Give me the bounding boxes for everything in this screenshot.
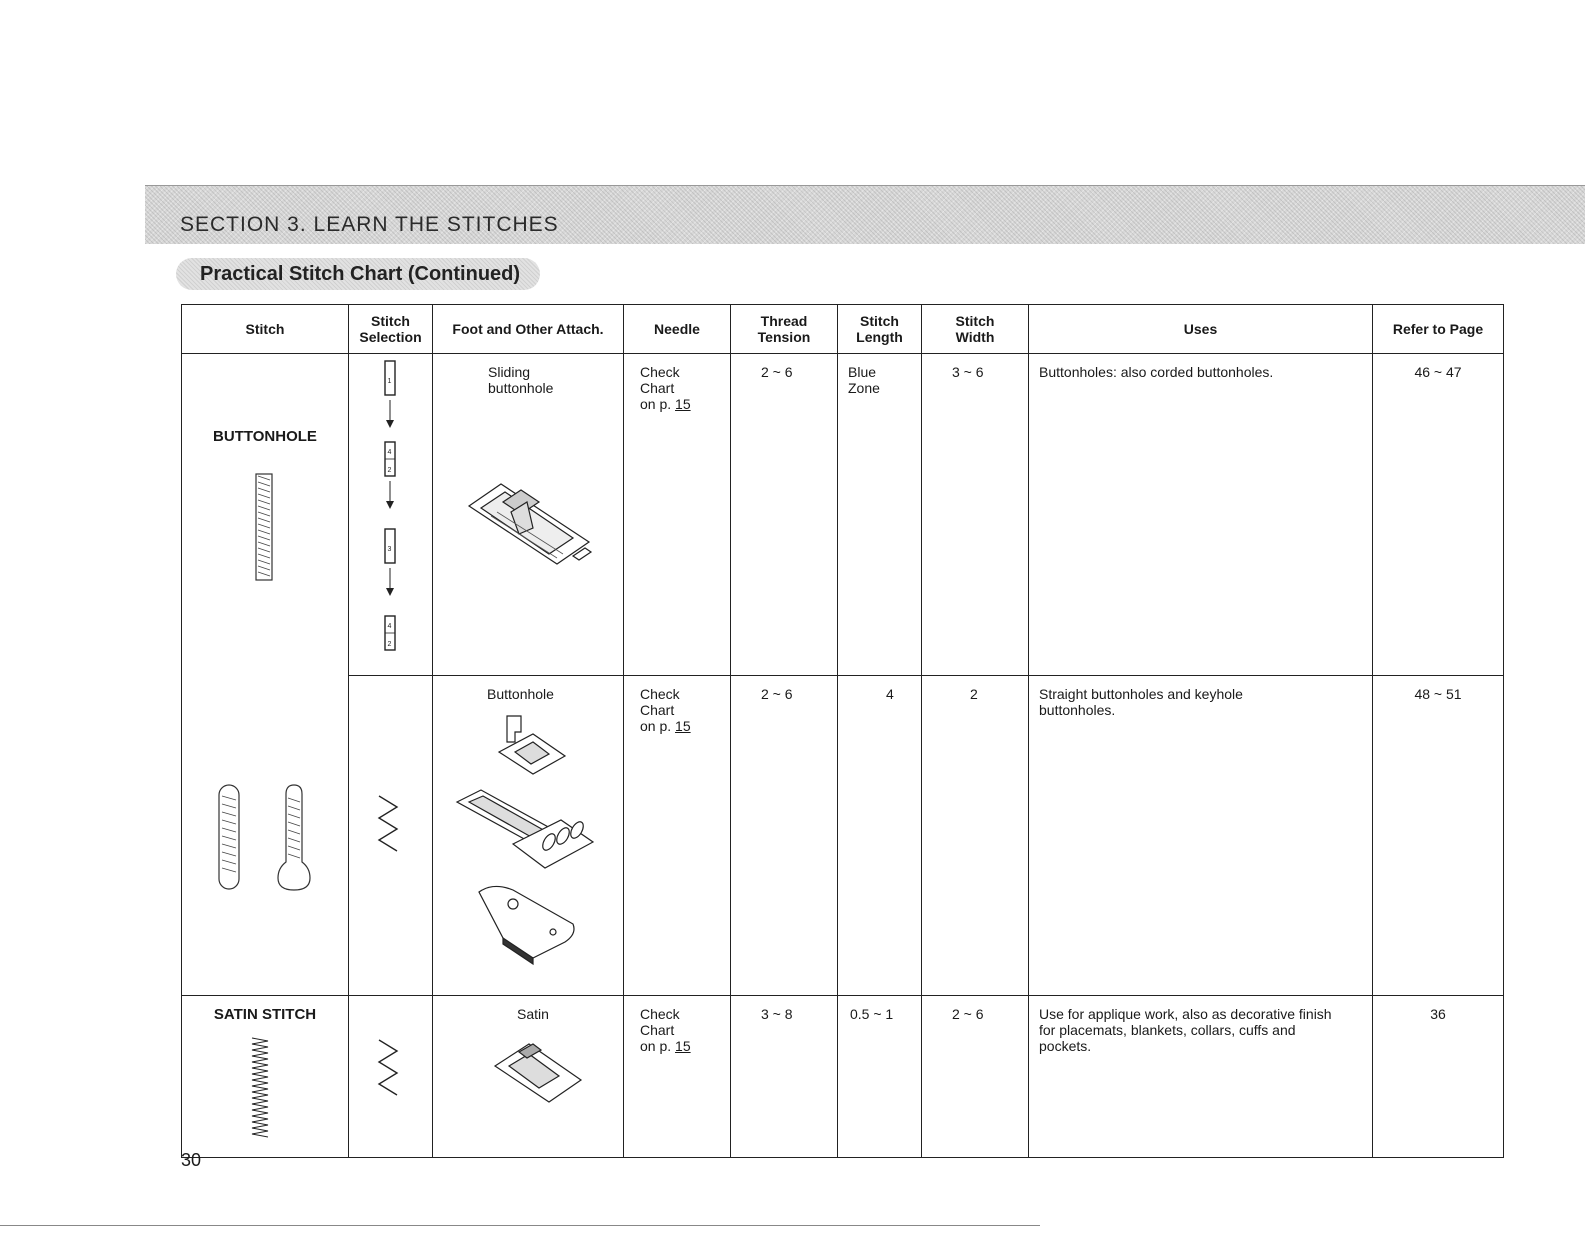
- foot-label: Satin: [517, 1006, 549, 1022]
- page-link[interactable]: 15: [675, 718, 691, 734]
- page-ref: 48 ~ 51: [1414, 686, 1462, 702]
- length-cell: [838, 676, 922, 996]
- uses-cell: [1029, 676, 1373, 996]
- selection-number: 4: [387, 449, 392, 456]
- tension-cell: [731, 676, 838, 996]
- selection-cell: [349, 676, 433, 996]
- sequence-selection-icon: [349, 354, 433, 670]
- col-header-tension: Thread Tension: [731, 305, 838, 354]
- col-header-selection: Stitch Selection: [349, 305, 433, 354]
- col-header-page: Refer to Page: [1373, 305, 1504, 354]
- page-number: 30: [181, 1150, 202, 1170]
- stitch-name: BUTTONHOLE: [213, 428, 317, 445]
- width-cell: [922, 354, 1029, 676]
- foot-label: Buttonhole: [487, 686, 554, 702]
- section-title: SECTION 3. LEARN THE STITCHES: [180, 213, 559, 236]
- foot-label: Sliding buttonhole: [488, 364, 554, 396]
- template-foot-icon: [473, 882, 583, 968]
- page-ref: 46 ~ 47: [1414, 364, 1462, 380]
- page-cell: [1373, 354, 1504, 676]
- page-cell: [1373, 996, 1504, 1158]
- col-header-foot: Foot and Other Attach.: [433, 305, 624, 354]
- uses-cell: [1029, 996, 1373, 1158]
- header-row: [182, 305, 1504, 354]
- page-cell: [1373, 676, 1504, 996]
- selection-number: 2: [387, 467, 392, 474]
- stitch-cell-satin: [182, 996, 349, 1158]
- selection-cell: [349, 354, 433, 676]
- table-row: [182, 354, 1504, 676]
- needle-cell: [624, 354, 731, 676]
- tension-cell: [731, 354, 838, 676]
- width-cell: [922, 676, 1029, 996]
- foot-cell: [433, 676, 624, 996]
- zigzag-selection-icon: [349, 676, 433, 990]
- uses-text: Use for applique work, also as decorative finish for placemats, blankets, collars, cuffs and pockets.: [1039, 1006, 1332, 1054]
- stitch-chart-table: [181, 304, 1504, 1158]
- needle-text: Check Chart on p. 15: [640, 1006, 691, 1054]
- uses-text: Buttonholes: also corded buttonholes.: [1039, 364, 1274, 380]
- chart-subtitle: Practical Stitch Chart (Continued): [200, 262, 521, 285]
- page-bottom-rule: [0, 1225, 1040, 1226]
- width-value: 3 ~ 6: [952, 364, 984, 380]
- table-row: [182, 676, 1504, 996]
- satin-foot-icon: [489, 1036, 589, 1108]
- selection-number: 1: [387, 378, 392, 385]
- uses-cell: [1029, 354, 1373, 676]
- tension-value: 3 ~ 8: [761, 1006, 793, 1022]
- length-cell: [838, 996, 922, 1158]
- sliding-buttonhole-foot-icon: [461, 472, 596, 572]
- needle-text: Check Chart on p. 15: [640, 686, 691, 734]
- tension-value: 2 ~ 6: [761, 364, 793, 380]
- stitch-name: SATIN STITCH: [213, 1006, 317, 1023]
- uses-text: Straight buttonholes and keyhole buttonholes.: [1039, 686, 1243, 718]
- length-value: 0.5 ~ 1: [850, 1006, 894, 1022]
- col-header-uses: Uses: [1029, 305, 1373, 354]
- foot-cell: [433, 996, 624, 1158]
- selection-number: 3: [387, 546, 392, 553]
- page-link[interactable]: 15: [675, 1038, 691, 1054]
- needle-cell: [624, 996, 731, 1158]
- tension-value: 2 ~ 6: [761, 686, 793, 702]
- length-cell: [838, 354, 922, 676]
- needle-text: Check Chart on p. 15: [640, 364, 691, 412]
- table-row: [182, 996, 1504, 1158]
- satin-stitch-icon: [248, 1034, 272, 1144]
- length-value: 4: [886, 686, 894, 702]
- selection-number: 2: [387, 641, 392, 648]
- buttonhole-attachment-icon: [453, 784, 603, 880]
- buttonhole-foot-icon: [493, 712, 573, 780]
- stitch-cell-buttonhole: [182, 354, 349, 996]
- col-header-length: Stitch Length: [838, 305, 922, 354]
- width-value: 2: [970, 686, 978, 702]
- foot-cell: [433, 354, 624, 676]
- col-header-width: Stitch Width: [922, 305, 1029, 354]
- subtitle-pill: [176, 258, 540, 290]
- selection-number: 4: [387, 623, 392, 630]
- page-link[interactable]: 15: [675, 396, 691, 412]
- needle-cell: [624, 676, 731, 996]
- width-cell: [922, 996, 1029, 1158]
- selection-cell: [349, 996, 433, 1158]
- zigzag-selection-icon: [349, 996, 433, 1152]
- page-ref: 36: [1430, 1006, 1446, 1022]
- length-value: Blue Zone: [848, 364, 880, 396]
- col-header-needle: Needle: [624, 305, 731, 354]
- tension-cell: [731, 996, 838, 1158]
- width-value: 2 ~ 6: [952, 1006, 984, 1022]
- keyhole-buttonhole-icon: [274, 782, 314, 894]
- bar-buttonhole-icon: [252, 472, 276, 584]
- col-header-stitch: Stitch: [182, 305, 349, 354]
- rounded-buttonhole-icon: [214, 782, 244, 894]
